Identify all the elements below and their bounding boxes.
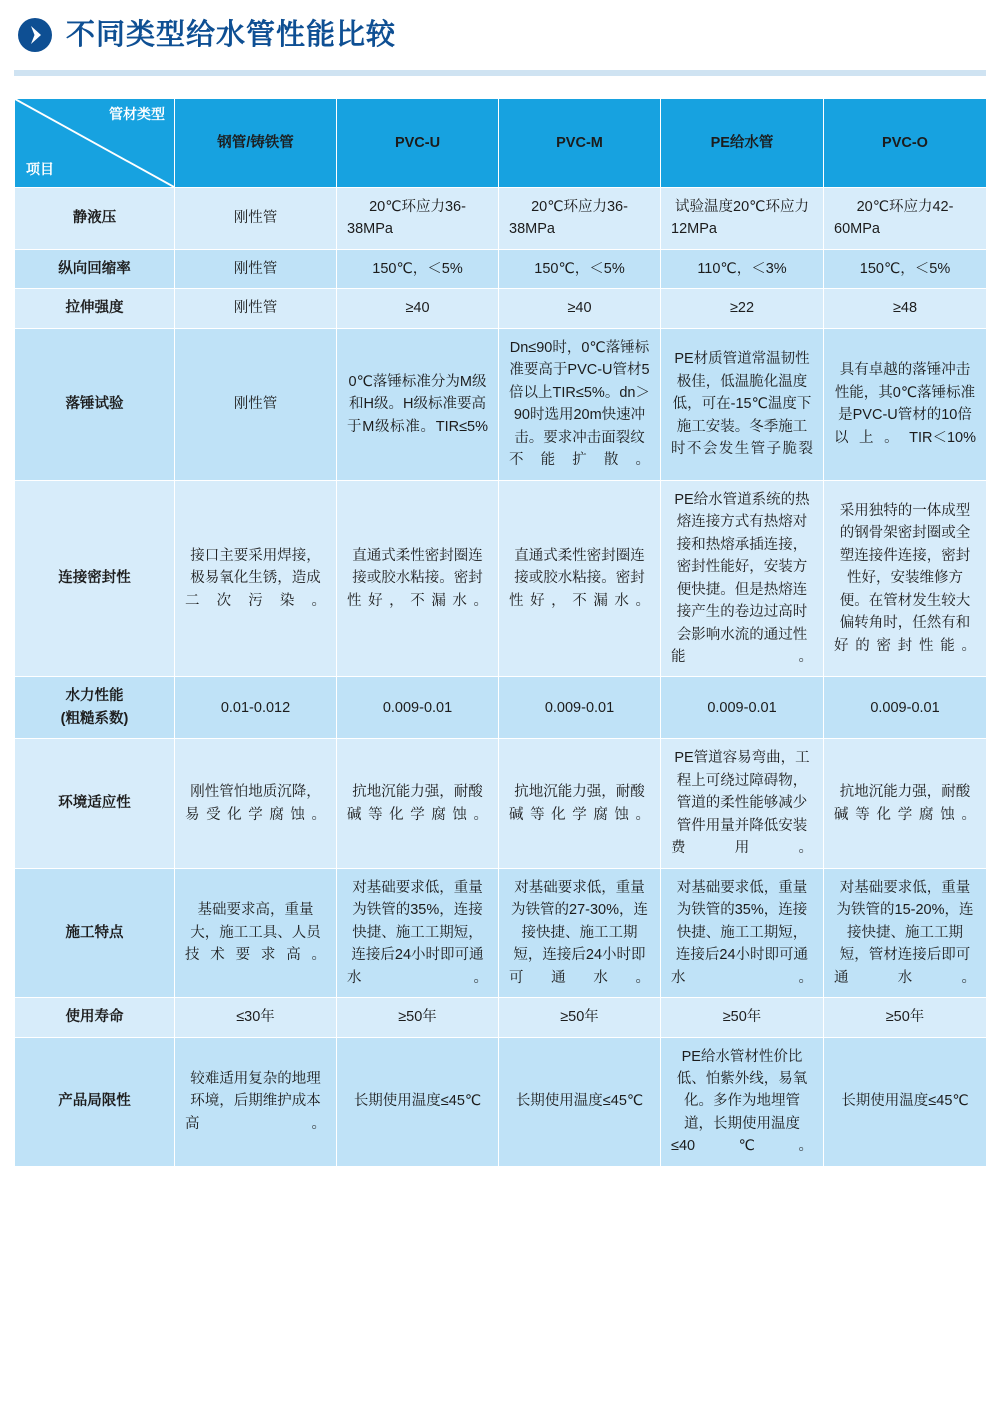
row-header-cell: 施工特点 [15,868,175,997]
row-header-cell: 使用寿命 [15,998,175,1037]
row-header-cell: 纵向回缩率 [15,249,175,288]
table-cell: 0.009-0.01 [661,677,824,739]
table-cell: 刚性管 [175,188,337,250]
table-row [15,739,987,868]
table-row [15,328,987,480]
column-header-steel: 钢管/铸铁管 [175,99,337,188]
table-cell: ≥50年 [337,998,499,1037]
table-cell: 刚性管怕地质沉降，易受化学腐蚀。 [175,739,337,868]
table-cell: 长期使用温度≤45℃ [337,1037,499,1166]
row-header-cell: 拉伸强度 [15,289,175,328]
table-cell: 20℃环应力36-38MPa [337,188,499,250]
column-header-pvcu: PVC-U [337,99,499,188]
table-cell: 刚性管 [175,328,337,480]
table-cell: 长期使用温度≤45℃ [824,1037,987,1166]
row-header-cell: 水力性能 (粗糙系数) [15,677,175,739]
table-cell: 长期使用温度≤45℃ [499,1037,661,1166]
table-corner-cell [15,99,175,188]
corner-row-label: 项目 [26,161,54,178]
table-cell: 0.01-0.012 [175,677,337,739]
corner-column-label: 管材类型 [109,106,165,122]
table-cell: 试验温度20℃环应力 12MPa [661,188,824,250]
table-cell: 0.009-0.01 [499,677,661,739]
chevron-right-icon [18,18,52,52]
comparison-table-wrapper [0,76,1000,1167]
table-cell: 0.009-0.01 [824,677,987,739]
column-header-pvco: PVC-O [824,99,987,188]
table-cell: 较难适用复杂的地理环境，后期维护成本高。 [175,1037,337,1166]
table-cell: 20℃环应力42-60MPa [824,188,987,250]
table-cell: 150℃，＜5% [337,249,499,288]
table-row [15,868,987,997]
table-cell: 直通式柔性密封圈连接或胶水粘接。密封性好，不漏水。 [499,480,661,677]
table-header-row [15,99,987,188]
table-cell: 0.009-0.01 [337,677,499,739]
table-cell: 基础要求高，重量大，施工工具、人员技术要求高。 [175,868,337,997]
column-header-pe: PE给水管 [661,99,824,188]
table-row [15,249,987,288]
table-row [15,188,987,250]
table-cell: ≥48 [824,289,987,328]
table-cell: 对基础要求低，重量为铁管的27-30%，连接快捷、施工工期短，连接后24小时即可通水。 [499,868,661,997]
table-row [15,677,987,739]
table-cell: ≥40 [499,289,661,328]
table-cell: 0℃落锤标准分为M级和H级。H级标准要高于M级标准。TIR≤5% [337,328,499,480]
table-cell: 150℃，＜5% [499,249,661,288]
table-cell: PE给水管道系统的热熔连接方式有热熔对接和热熔承插连接，密封性能好，安装方便快捷。但是热熔连接产生的卷边过高时会影响水流的通过性能。 [661,480,824,677]
table-cell: 对基础要求低，重量为铁管的15-20%，连接快捷、施工工期短，管材连接后即可通水。 [824,868,987,997]
row-header-cell: 静液压 [15,188,175,250]
table-body [15,188,987,1167]
table-cell: 刚性管 [175,249,337,288]
table-row [15,998,987,1037]
table-row [15,480,987,677]
table-cell: 对基础要求低，重量为铁管的35%，连接快捷、施工工期短，连接后24小时即可通水。 [337,868,499,997]
table-cell: PE管道容易弯曲，工程上可绕过障碍物，管道的柔性能够减少管件用量并降低安装费用。 [661,739,824,868]
table-cell: ≥50年 [661,998,824,1037]
table-cell: ≥40 [337,289,499,328]
table-cell: PE给水管材性价比低、怕紫外线，易氧化。多作为地埋管道，长期使用温度≤40℃。 [661,1037,824,1166]
page-title: 不同类型给水管性能比较 [66,18,397,51]
pipe-comparison-table [14,98,987,1167]
row-header-cell: 产品局限性 [15,1037,175,1166]
table-cell: 对基础要求低，重量为铁管的35%，连接快捷、施工工期短，连接后24小时即可通水。 [661,868,824,997]
table-cell: ≤30年 [175,998,337,1037]
row-header-cell: 连接密封性 [15,480,175,677]
table-cell: ≥50年 [499,998,661,1037]
table-cell: 刚性管 [175,289,337,328]
table-cell: 20℃环应力36-38MPa [499,188,661,250]
table-cell: ≥22 [661,289,824,328]
row-header-cell: 落锤试验 [15,328,175,480]
page-header [0,0,1000,62]
column-header-pvcm: PVC-M [499,99,661,188]
table-cell: Dn≤90时，0℃落锤标准要高于PVC-U管材5倍以上TIR≤5%。dn＞90时选用20m快速冲击。要求冲击面裂纹不能扩散。 [499,328,661,480]
table-cell: 接口主要采用焊接，极易氧化生锈，造成二次污染。 [175,480,337,677]
table-cell: 150℃，＜5% [824,249,987,288]
table-cell: 抗地沉能力强，耐酸碱等化学腐蚀。 [499,739,661,868]
table-cell: 抗地沉能力强，耐酸碱等化学腐蚀。 [337,739,499,868]
table-cell: 110℃，＜3% [661,249,824,288]
row-header-cell: 环境适应性 [15,739,175,868]
table-cell: 抗地沉能力强，耐酸碱等化学腐蚀。 [824,739,987,868]
table-cell: 采用独特的一体成型的钢骨架密封圈或全塑连接件连接，密封性好，安装维修方便。在管材发生较大偏转角时，任然有和好的密封性能。 [824,480,987,677]
table-cell: 直通式柔性密封圈连接或胶水粘接。密封性好，不漏水。 [337,480,499,677]
table-cell: ≥50年 [824,998,987,1037]
table-row [15,289,987,328]
table-row [15,1037,987,1166]
table-cell: 具有卓越的落锤冲击性能，其0℃落锤标准是PVC-U管材的10倍以上。TIR＜10% [824,328,987,480]
table-cell: PE材质管道常温韧性极佳，低温脆化温度低，可在-15℃温度下施工安装。冬季施工时不会发生管子脆裂 [661,328,824,480]
